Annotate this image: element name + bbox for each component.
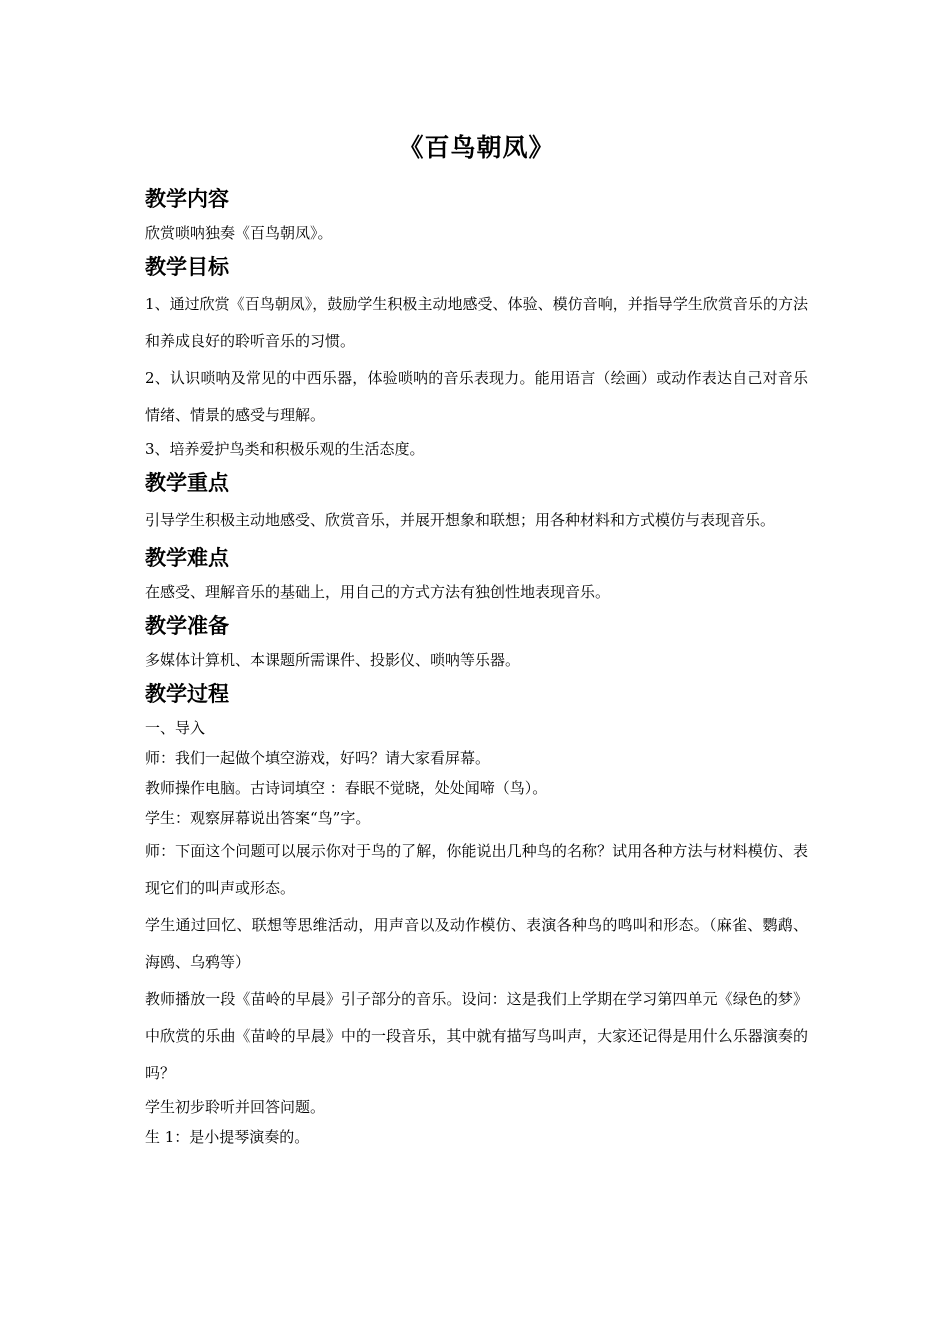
paragraph: 多媒体计算机、本课题所需课件、投影仪、唢呐等乐器。 <box>145 651 521 669</box>
paragraph: 学生通过回忆、联想等思维活动，用声音以及动作模仿、表演各种鸟的鸣叫和形态。（麻雀、鹦鹉、海鸥、乌鸦等） <box>145 916 808 971</box>
paragraph: 1、通过欣赏《百鸟朝凤》，鼓励学生积极主动地感受、体验、模仿音响，并指导学生欣赏音乐的方法和养成良好的聆听音乐的习惯。 <box>145 295 808 350</box>
paragraph: 3、培养爱护鸟类和积极乐观的生活态度。 <box>145 440 425 458</box>
section-difficulties <box>145 539 808 607</box>
section-heading: 教学过程 <box>145 682 229 706</box>
section-heading: 教学准备 <box>145 614 229 638</box>
paragraph: 师：下面这个问题可以展示你对于鸟的了解，你能说出几种鸟的名称？试用各种方法与材料模仿、表现它们的叫声或形态。 <box>145 842 808 897</box>
section-objectives <box>145 248 808 464</box>
section-heading: 教学重点 <box>145 471 229 495</box>
paragraph: 学生初步聆听并回答问题。 <box>145 1098 326 1116</box>
section-process <box>145 675 808 1152</box>
document-page <box>145 128 808 1152</box>
section-heading: 教学难点 <box>145 546 229 570</box>
paragraph: 欣赏唢呐独奏《百鸟朝凤》。 <box>145 224 333 242</box>
paragraph: 引导学生积极主动地感受、欣赏音乐，并展开想象和联想；用各种材料和方式模仿与表现音乐。 <box>145 511 776 529</box>
document-title: 《百鸟朝凤》 <box>398 133 555 162</box>
section-key-points <box>145 464 808 539</box>
paragraph: 在感受、理解音乐的基础上，用自己的方式方法有独创性地表现音乐。 <box>145 583 611 601</box>
paragraph: 生 1：是小提琴演奏的。 <box>145 1128 310 1146</box>
paragraph: 教师播放一段《苗岭的早晨》引子部分的音乐。设问：这是我们上学期在学习第四单元《绿色的梦》中欣赏的乐曲《苗岭的早晨》中的一段音乐，其中就有描写鸟叫声，大家还记得是用什么乐器演奏的吗？ <box>145 990 808 1082</box>
section-heading: 教学内容 <box>145 187 229 211</box>
paragraph: 学生：观察屏幕说出答案“鸟”字。 <box>145 809 371 827</box>
paragraph: 教师操作电脑。古诗词填空 ：春眠不觉晓，处处闻啼（鸟）。 <box>145 779 548 797</box>
section-preparation <box>145 607 808 675</box>
paragraph: 师：我们一起做个填空游戏，好吗？请大家看屏幕。 <box>145 749 491 767</box>
section-heading: 教学目标 <box>145 255 229 279</box>
section-content <box>145 180 808 248</box>
paragraph: 一、导入 <box>145 719 206 737</box>
paragraph: 2、认识唢呐及常见的中西乐器，体验唢呐的音乐表现力。能用语言（绘画）或动作表达自己对音乐情绪、情景的感受与理解。 <box>145 369 808 424</box>
